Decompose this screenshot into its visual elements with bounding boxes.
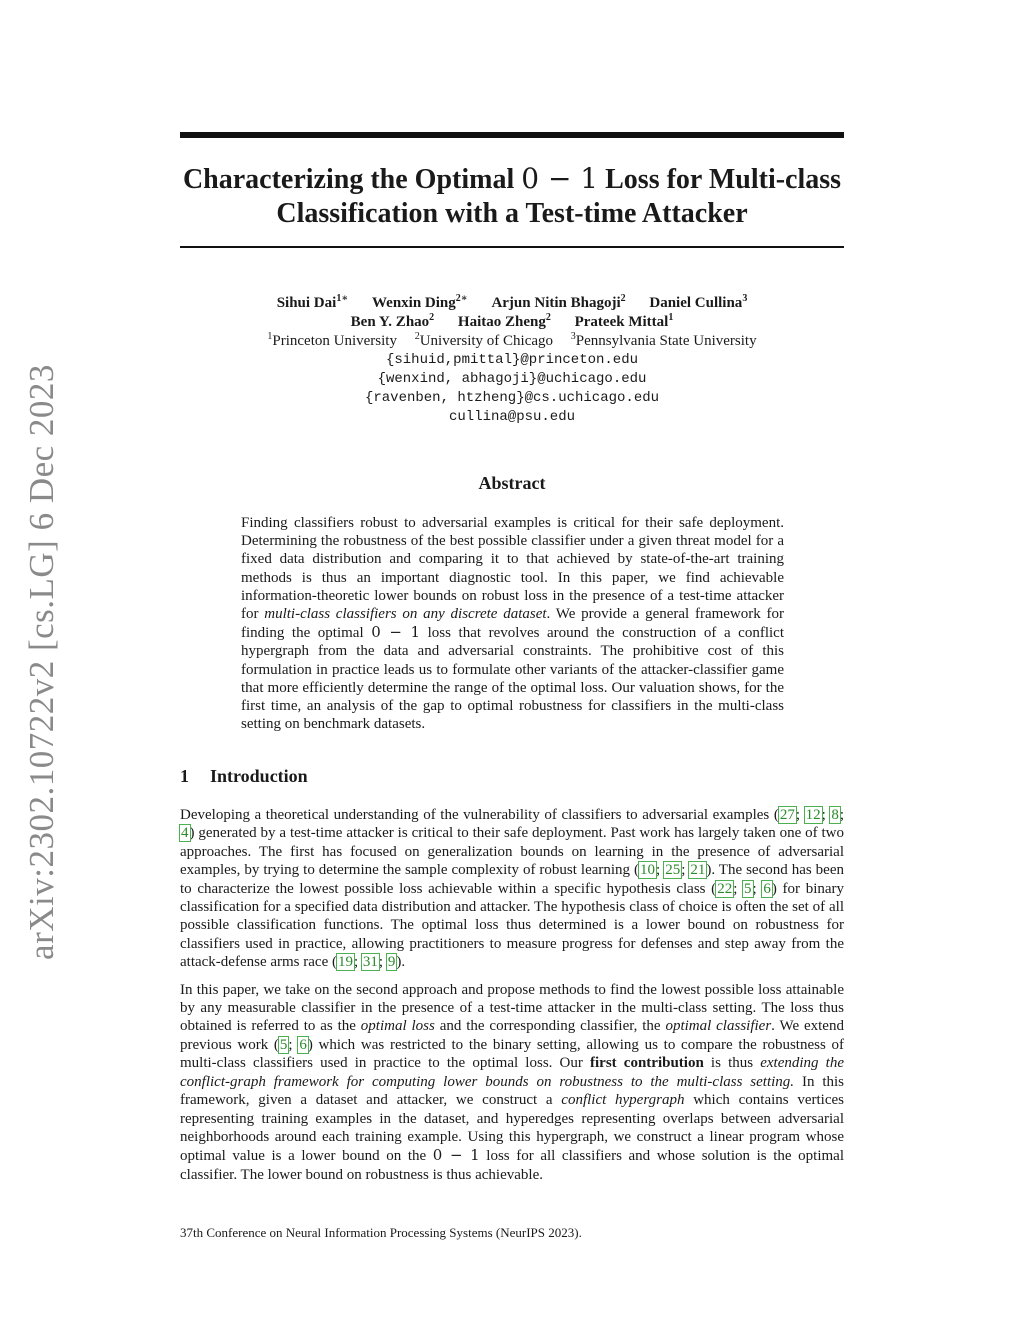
author-name: Arjun Nitin Bhagoji$^2$ bbox=[491, 293, 626, 311]
author-block bbox=[180, 294, 844, 427]
author-name: Prateek Mittal$^1$ bbox=[574, 312, 674, 330]
email-line: cullina@psu.edu bbox=[448, 409, 576, 425]
citation-link[interactable]: 31 bbox=[362, 954, 378, 971]
citation-link[interactable]: 5 bbox=[279, 1036, 288, 1053]
abstract-heading: Abstract bbox=[478, 473, 546, 493]
affiliation: $^1$Princeton University bbox=[267, 331, 397, 349]
citation-link[interactable]: 22 bbox=[717, 880, 733, 897]
arxiv-side-stamp: arXiv:2302.10722v2 [cs.LG] 6 Dec 2023 bbox=[22, 364, 61, 960]
affiliation: $^2$University of Chicago bbox=[414, 331, 554, 349]
author-name: Haitao Zheng$^2$ bbox=[457, 312, 551, 330]
email-line: {wenxind, abhagoji}@uchicago.edu bbox=[377, 371, 647, 387]
citation-link[interactable]: 12 bbox=[805, 807, 821, 823]
email-line: {sihuid,pmittal}@princeton.edu bbox=[385, 352, 639, 368]
citation-link[interactable]: 25 bbox=[665, 862, 681, 879]
citation-link[interactable]: 21 bbox=[690, 862, 706, 879]
author-row-2 bbox=[180, 313, 844, 332]
author-name: Wenxin Ding$^{2∗}$ bbox=[371, 293, 468, 311]
section-body bbox=[180, 806, 844, 1193]
author-row-1 bbox=[180, 294, 844, 313]
citation-link[interactable]: 9 bbox=[387, 954, 396, 971]
title-rule-top bbox=[180, 132, 844, 138]
affiliation: $^3$Pennsylvania State University bbox=[570, 331, 757, 349]
author-name: Sihui Dai$^{1∗}$ bbox=[276, 293, 349, 311]
citation-link[interactable]: 8 bbox=[831, 807, 839, 823]
abstract-text: Finding classifiers robust to adversarial examples is critical for their safe deployment. Determining the robustness of the best possible classifier under a given threat model for a fixed data distribution and comparing it to that achieved by state-of-the-art training methods is thus an important diagnostic tool. In this paper, we find achievable information-theoretic lower bounds on robust loss in the presence of a test-time attacker for multi-class classifiers on any discrete dataset. We provide a general framework for finding the optimal 0 − 1 loss that revolves around the construction of a conflict hypergraph from the data and adversarial constraints. The prohibitive cost of this formulation in practice leads us to formulate other variants of the attacker-classifier game that more efficiently determine the range of the optimal loss. Our valuation shows, for the first time, an analysis of the gap to optimal robustness for classifiers in the multi-class setting on benchmark datasets. bbox=[241, 515, 784, 733]
citation-link[interactable]: 4 bbox=[181, 825, 189, 842]
paragraph: In this paper, we take on the second approach and propose methods to find the lowest possible loss attainable by any measurable classifier in the presence of a test-time attacker in the multi-class setting. The loss thus obtained is referred to as the optimal loss and the corresponding classifier, the optimal classifier. We extend previous work (5; 6) which was restricted to the binary setting, allowing us to compare the robustness of multi-class classifiers used in practice to the optimal loss. Our first contribution is thus extending the conflict-graph framework for computing lower bounds on robustness to the multi-class setting. In this framework, given a dataset and attacker, we construct a conflict hypergraph which contains vertices representing training examples in the dataset, and hyperedges representing overlaps between adversarial neighborhoods around each training example. Using this hypergraph, we construct a linear program whose optimal value is a lower bound on the 0 − 1 loss for all classifiers and whose solution is the optimal classifier. The lower bound on robustness is thus achievable. bbox=[180, 981, 844, 1183]
citation-link[interactable]: 10 bbox=[640, 862, 656, 879]
section-heading: 1 Introduction bbox=[180, 766, 308, 786]
citation-link[interactable]: 6 bbox=[299, 1036, 307, 1053]
email-line: {ravenben, htzheng}@cs.uchicago.edu bbox=[364, 390, 660, 406]
affiliations bbox=[180, 332, 844, 351]
citation-link[interactable]: 19 bbox=[337, 954, 353, 971]
paper-title: Characterizing the Optimal 0 − 1 Loss for Multi-class Classification with a Test-time Attacker bbox=[182, 162, 842, 229]
author-name: Ben Y. Zhao$^2$ bbox=[350, 312, 435, 330]
title-rule-bottom bbox=[180, 246, 844, 248]
author-name: Daniel Cullina$^3$ bbox=[649, 293, 748, 311]
paragraph: Developing a theoretical understanding of the vulnerability of classifiers to adversarial examples (27; 12; 8; 4) generated by a test-time attacker is critical to their safe deployment. Past work has largely taken one of two approaches. The first has focused on generalization bounds on learning in the presence of adversarial examples, by trying to determine the sample complexity of robust learning (10; 25; 21). The second has been to characterize the lowest possible loss achievable within a specific hypothesis class (22; 5; 6) for binary classification for a specified data distribution and attacker. The hypothesis class of choice is often the set of all possible classification functions. The optimal loss thus determined is a lower bound on robustness for classifiers used in practice, allowing practitioners to measure progress for defenses and step away from the attack-defense arms race (19; 31; 9). bbox=[180, 807, 845, 971]
citation-link[interactable]: 6 bbox=[763, 880, 771, 897]
conference-footnote: 37th Conference on Neural Information Processing Systems (NeurIPS 2023). bbox=[180, 1225, 582, 1240]
citation-link[interactable]: 27 bbox=[779, 807, 795, 823]
citation-link[interactable]: 5 bbox=[744, 880, 752, 897]
